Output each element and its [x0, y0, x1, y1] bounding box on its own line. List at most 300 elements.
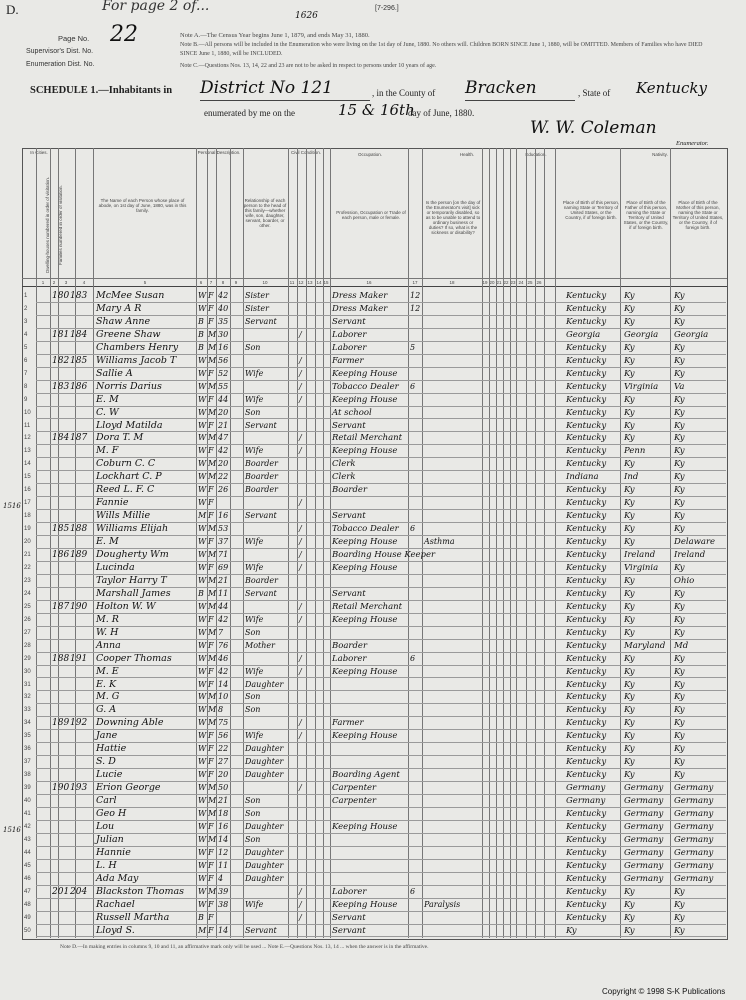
- color: B: [198, 316, 204, 326]
- dwelling-number: 185: [52, 524, 70, 535]
- line-number: 42: [24, 823, 31, 830]
- age: 22: [218, 744, 229, 754]
- enumeration-district-label: Enumeration Dist. No.: [26, 61, 95, 68]
- occupation: At school: [332, 407, 372, 418]
- color: W: [198, 485, 207, 495]
- married-tick: /: [299, 666, 302, 676]
- family-number: 189: [70, 550, 88, 560]
- column-number: 22: [503, 280, 509, 285]
- census-row: [0, 639, 746, 653]
- father-birthplace: Germany: [624, 834, 664, 845]
- column-number: 13: [307, 280, 313, 285]
- birthplace: Kentucky: [566, 705, 607, 716]
- age: 4: [218, 873, 224, 883]
- age: 22: [218, 472, 229, 482]
- person-name: Williams Jacob T: [96, 354, 177, 366]
- line-number: 14: [24, 461, 31, 468]
- color: W: [198, 420, 207, 430]
- column-number: 17: [412, 280, 418, 285]
- person-name: C. W: [96, 406, 119, 418]
- married-tick: /: [299, 368, 302, 378]
- line-number: 6: [24, 357, 28, 364]
- relationship: Son: [245, 705, 261, 715]
- mother-birthplace: Ky: [674, 316, 685, 327]
- mother-birthplace: Ky: [674, 446, 685, 457]
- column-number: 18: [449, 280, 455, 285]
- relationship: Daughter: [245, 757, 284, 767]
- line-number: 19: [24, 526, 31, 533]
- census-row: [0, 703, 746, 717]
- age: 71: [218, 550, 229, 559]
- father-birthplace: Ky: [624, 368, 635, 379]
- sex: F: [208, 860, 214, 870]
- column-number: 23: [510, 280, 516, 285]
- father-birthplace: Ky: [624, 925, 635, 936]
- mother-birthplace: Ky: [674, 524, 685, 535]
- line-number: 21: [24, 552, 31, 558]
- color: W: [198, 860, 207, 870]
- line-number: 46: [24, 875, 31, 882]
- color: W: [198, 601, 207, 611]
- birthplace: Kentucky: [566, 303, 607, 314]
- birthplace: Kentucky: [566, 291, 607, 301]
- relationship: Servant: [245, 316, 277, 326]
- mother-birthplace: Ky: [674, 718, 685, 729]
- census-row: [0, 794, 746, 808]
- occupation: Carpenter: [332, 783, 377, 794]
- mother-birthplace: Ky: [674, 757, 685, 768]
- person-name: W. H: [96, 626, 119, 638]
- column-number: 16: [366, 280, 372, 285]
- group-health: Health.: [459, 152, 475, 157]
- months-unemployed: 6: [410, 886, 416, 896]
- birthplace: Kentucky: [566, 433, 607, 444]
- enumeration-day-value: 15 & 16th: [338, 101, 415, 119]
- months-unemployed: 12: [410, 291, 421, 300]
- father-birthplace: Ky: [624, 588, 635, 599]
- father-birthplace: Ky: [624, 601, 635, 612]
- age: 50: [218, 783, 229, 793]
- enumerated-label: enumerated by me on the: [204, 108, 295, 118]
- father-birthplace: Ky: [624, 705, 635, 716]
- line-number: 33: [24, 707, 31, 714]
- birthplace: Kentucky: [566, 316, 607, 327]
- person-name: Erion George: [96, 782, 161, 794]
- person-name: Norris Darius: [96, 380, 162, 392]
- birthplace: Kentucky: [566, 640, 607, 651]
- occupation: Keeping House: [332, 394, 398, 405]
- person-name: Lucie: [96, 769, 123, 781]
- sex: M: [208, 459, 217, 469]
- color: W: [198, 459, 207, 469]
- census-row: [0, 561, 746, 575]
- age: 53: [218, 524, 229, 534]
- relationship: Servant: [245, 511, 277, 521]
- family-number: 184: [70, 329, 88, 340]
- person-name: Lloyd S.: [96, 924, 135, 936]
- age: 16: [218, 821, 229, 831]
- father-birthplace: Ireland: [624, 550, 656, 560]
- father-birthplace: Germany: [624, 783, 664, 794]
- birthplace: Kentucky: [566, 575, 607, 586]
- color: M: [198, 925, 207, 935]
- note-a: Note A.—The Census Year begins June 1, 1879, and ends May 31, 1880.: [180, 32, 370, 39]
- sex: M: [208, 342, 217, 352]
- group-personal: Personal Description.: [197, 150, 241, 155]
- census-row: [0, 678, 746, 692]
- birthplace: Kentucky: [566, 562, 607, 573]
- person-name: Lucinda: [96, 561, 135, 573]
- mother-birthplace: Ky: [674, 472, 685, 483]
- person-name: M. R: [96, 613, 119, 625]
- dwelling-number: 201: [52, 886, 70, 897]
- census-row: [0, 755, 746, 769]
- relationship: Sister: [245, 303, 269, 313]
- father-birthplace: Ky: [624, 666, 635, 677]
- mother-birthplace: Ky: [674, 601, 685, 612]
- mother-birthplace: Germany: [674, 821, 714, 832]
- dwelling-number: 187: [52, 601, 70, 612]
- occupation: Servant: [332, 316, 366, 327]
- relationship: Daughter: [245, 860, 284, 870]
- person-name: Rachael: [96, 898, 135, 910]
- birthplace: Kentucky: [566, 692, 607, 703]
- father-birthplace: Ky: [624, 653, 635, 664]
- color: W: [198, 575, 207, 585]
- color: W: [198, 783, 207, 793]
- column-number: 7: [209, 280, 213, 285]
- sex: F: [208, 821, 214, 831]
- occupation: Servant: [332, 588, 366, 599]
- married-tick: /: [299, 550, 302, 559]
- father-birthplace: Ind: [624, 472, 639, 483]
- col-relationship-header: Relationship of each person to the head of this family—whether wife, son, daughter, servant, boarder, or other.: [243, 198, 287, 228]
- married-tick: /: [299, 381, 302, 391]
- relationship: Daughter: [245, 744, 284, 754]
- mother-birthplace: Ky: [674, 303, 685, 314]
- relationship: Wife: [245, 368, 264, 378]
- census-row: [0, 509, 746, 523]
- person-name: Taylor Harry T: [96, 574, 167, 586]
- census-row: [0, 444, 746, 458]
- birthplace: Kentucky: [566, 731, 607, 742]
- married-tick: /: [299, 601, 302, 611]
- married-tick: /: [299, 614, 302, 624]
- line-number: 12: [24, 435, 31, 442]
- page-no-label: Page No.: [58, 34, 90, 43]
- occupation: Keeping House: [332, 614, 398, 625]
- occupation: Keeping House: [332, 537, 398, 548]
- person-name: Anna: [96, 639, 121, 651]
- person-name: Wills Millie: [96, 510, 151, 522]
- age: 30: [218, 329, 229, 339]
- census-row: [0, 716, 746, 730]
- corner-scribble: For page 2 of...: [102, 0, 210, 14]
- mother-birthplace: Va: [674, 381, 685, 392]
- census-row: [0, 315, 746, 329]
- birthplace: Kentucky: [566, 860, 607, 871]
- relationship: Wife: [245, 614, 264, 624]
- color: W: [198, 847, 207, 857]
- line-number: 40: [24, 798, 31, 805]
- person-name: Lockhart C. P: [96, 471, 162, 483]
- age: 52: [218, 368, 229, 378]
- relationship: Son: [245, 834, 261, 844]
- father-birthplace: Ky: [624, 316, 635, 327]
- line-number: 32: [24, 694, 31, 701]
- line-number: 25: [24, 603, 31, 610]
- age: 42: [218, 666, 229, 676]
- person-name: Lloyd Matilda: [96, 419, 163, 431]
- sex: M: [208, 653, 217, 663]
- age: 21: [218, 796, 229, 806]
- person-name: Chambers Henry: [96, 341, 179, 353]
- color: B: [198, 588, 204, 598]
- father-birthplace: Penn: [624, 446, 646, 457]
- person-name: M. G: [96, 691, 120, 703]
- enumerator-signature: W. W. Coleman: [530, 118, 657, 138]
- relationship: Daughter: [245, 847, 284, 857]
- mother-birthplace: Md: [674, 640, 689, 651]
- family-number: 187: [70, 433, 88, 444]
- age: 8: [218, 705, 224, 715]
- line-number: 13: [24, 448, 31, 455]
- father-birthplace: Ky: [624, 731, 635, 742]
- mother-birthplace: Ky: [674, 679, 685, 690]
- mother-birthplace: Ky: [674, 899, 685, 910]
- note-c: Note C.—Questions Nos. 13, 14, 22 and 23 are not to be asked in respect to persons under 10 years of age.: [180, 63, 437, 69]
- occupation: Farmer: [332, 718, 364, 729]
- father-birthplace: Virginia: [624, 381, 659, 392]
- occupation: Boarding Agent: [332, 770, 400, 781]
- age: 26: [218, 485, 229, 495]
- occupation: Keeping House: [332, 446, 398, 457]
- census-row: [0, 496, 746, 510]
- census-row: [0, 587, 746, 601]
- line-number: 22: [24, 564, 31, 571]
- census-row: [0, 341, 746, 355]
- person-name: E. M: [96, 393, 119, 405]
- mother-birthplace: Ky: [674, 666, 685, 677]
- relationship: Wife: [245, 666, 264, 676]
- schedule-label: SCHEDULE 1.—Inhabitants in: [30, 85, 173, 96]
- age: 39: [218, 886, 229, 896]
- birthplace: Kentucky: [566, 653, 607, 664]
- relationship: Daughter: [245, 821, 284, 831]
- age: 16: [218, 342, 229, 352]
- age: 7: [218, 627, 224, 637]
- line-number: 45: [24, 862, 31, 869]
- family-number: 188: [70, 524, 88, 535]
- sex: F: [208, 731, 214, 741]
- married-tick: /: [299, 433, 302, 443]
- age: 56: [218, 355, 229, 365]
- age: 21: [218, 420, 229, 430]
- person-name: E. K: [96, 678, 117, 690]
- married-tick: /: [299, 731, 302, 741]
- relationship: Wife: [245, 537, 264, 547]
- person-name: Julian: [96, 833, 124, 845]
- line-number: 2: [24, 305, 28, 312]
- color: W: [198, 692, 207, 702]
- census-row: [0, 859, 746, 873]
- father-birthplace: Ky: [624, 485, 635, 496]
- mother-birthplace: Ky: [674, 368, 685, 379]
- relationship: Boarder: [245, 575, 278, 585]
- birthplace: Kentucky: [566, 485, 607, 496]
- age: 42: [218, 291, 229, 300]
- person-name: Russell Martha: [96, 911, 170, 923]
- color: W: [198, 368, 207, 378]
- sex: F: [208, 899, 214, 909]
- group-civil: Civil Condition.: [290, 150, 321, 155]
- age: 20: [218, 407, 229, 417]
- census-row: [0, 354, 746, 368]
- mother-birthplace: Ky: [674, 627, 685, 638]
- father-birthplace: Germany: [624, 860, 664, 871]
- birthplace: Kentucky: [566, 511, 607, 522]
- age: 21: [218, 575, 229, 585]
- birthplace: Kentucky: [566, 821, 607, 832]
- dwelling-number: 190: [52, 783, 70, 794]
- married-tick: /: [299, 912, 302, 922]
- color: W: [198, 886, 207, 896]
- person-name: Fannie: [96, 497, 129, 509]
- mother-birthplace: Georgia: [674, 329, 709, 340]
- birthplace: Kentucky: [566, 394, 607, 405]
- mother-birthplace: Germany: [674, 834, 714, 845]
- person-name: McMee Susan: [96, 290, 165, 301]
- person-name: Hannie: [96, 846, 131, 858]
- occupation: Dress Maker: [332, 291, 388, 301]
- father-birthplace: Ky: [624, 692, 635, 703]
- census-row: [0, 924, 746, 938]
- line-number: 43: [24, 836, 31, 843]
- col-dwelling-header: Dwelling-houses numbered in order of visitation.: [45, 176, 50, 274]
- age: 40: [218, 303, 229, 313]
- color: W: [198, 407, 207, 417]
- sex: M: [208, 381, 217, 391]
- line-number: 27: [24, 629, 31, 636]
- line-number: 29: [24, 655, 31, 662]
- color: W: [198, 562, 207, 572]
- sex: F: [208, 925, 214, 935]
- mother-birthplace: Ky: [674, 498, 685, 509]
- census-row: [0, 833, 746, 847]
- age: 37: [218, 537, 229, 547]
- age: 14: [218, 834, 229, 844]
- color: W: [198, 899, 207, 909]
- age: 18: [218, 809, 229, 818]
- mother-birthplace: Ky: [674, 692, 685, 703]
- color: W: [198, 291, 207, 300]
- census-row: [0, 431, 746, 445]
- age: 44: [218, 601, 229, 611]
- line-number: 4: [24, 331, 28, 338]
- person-name: Hattie: [96, 743, 127, 755]
- column-number: 14: [316, 280, 322, 285]
- occupation: Servant: [332, 511, 366, 522]
- mother-birthplace: Germany: [674, 783, 714, 794]
- occupation: Farmer: [332, 355, 364, 366]
- line-number: 17: [24, 500, 31, 507]
- mother-birthplace: Germany: [674, 809, 714, 819]
- occupation: Keeping House: [332, 666, 398, 677]
- person-name: Coburn C. C: [96, 458, 156, 470]
- person-name: Jane: [96, 730, 118, 742]
- mother-birthplace: Ky: [674, 770, 685, 781]
- sex: F: [208, 614, 214, 624]
- relationship: Son: [245, 342, 261, 352]
- column-number: 9: [234, 280, 238, 285]
- birthplace: Kentucky: [566, 524, 607, 535]
- line-number: 36: [24, 746, 31, 753]
- color: W: [198, 627, 207, 637]
- census-row: [0, 729, 746, 743]
- column-number: 5: [143, 280, 147, 285]
- line-number: 35: [24, 733, 31, 740]
- line-number: 50: [24, 927, 31, 934]
- line-number: 31: [24, 681, 31, 688]
- age: 27: [218, 757, 229, 767]
- person-name: L. H: [96, 859, 117, 871]
- line-number: 15: [24, 474, 31, 481]
- census-row: [0, 898, 746, 912]
- color: M: [198, 511, 207, 521]
- mother-birthplace: Ky: [674, 355, 685, 366]
- relationship: Mother: [245, 640, 275, 650]
- census-row: [0, 367, 746, 381]
- age: 42: [218, 614, 229, 624]
- father-birthplace: Ky: [624, 291, 635, 301]
- color: W: [198, 524, 207, 534]
- occupation: Keeping House: [332, 731, 398, 742]
- illness: Paralysis: [424, 899, 461, 909]
- census-row: [0, 846, 746, 860]
- family-number: 190: [70, 601, 88, 612]
- person-name: Geo H: [96, 808, 127, 819]
- mother-birthplace: Germany: [674, 796, 714, 807]
- line-number: 49: [24, 914, 31, 921]
- enumerator-label: Enumerator.: [676, 140, 709, 147]
- birthplace: Kentucky: [566, 588, 607, 599]
- birthplace: Kentucky: [566, 873, 607, 884]
- group-nativity: Nativity.: [652, 152, 668, 157]
- sex: F: [208, 446, 214, 456]
- color: W: [198, 498, 207, 508]
- age: 14: [218, 925, 229, 935]
- column-number: 1: [41, 280, 45, 285]
- father-birthplace: Ky: [624, 342, 635, 353]
- line-number: 10: [24, 409, 31, 416]
- mother-birthplace: Ky: [674, 394, 685, 405]
- relationship: Wife: [245, 394, 264, 404]
- family-number: 183: [70, 291, 88, 301]
- birthplace: Kentucky: [566, 368, 607, 379]
- father-birthplace: Ky: [624, 420, 635, 431]
- census-row: [0, 574, 746, 588]
- father-birthplace: Ky: [624, 394, 635, 405]
- father-birthplace: Ky: [624, 757, 635, 768]
- sex: F: [208, 562, 214, 572]
- person-name: Dougherty Wm: [96, 549, 169, 560]
- color: W: [198, 537, 207, 547]
- married-tick: /: [299, 446, 302, 456]
- census-row: [0, 380, 746, 394]
- mother-birthplace: Ky: [674, 485, 685, 496]
- birthplace: Kentucky: [566, 498, 607, 509]
- margin-mark-1: 1516: [3, 502, 21, 510]
